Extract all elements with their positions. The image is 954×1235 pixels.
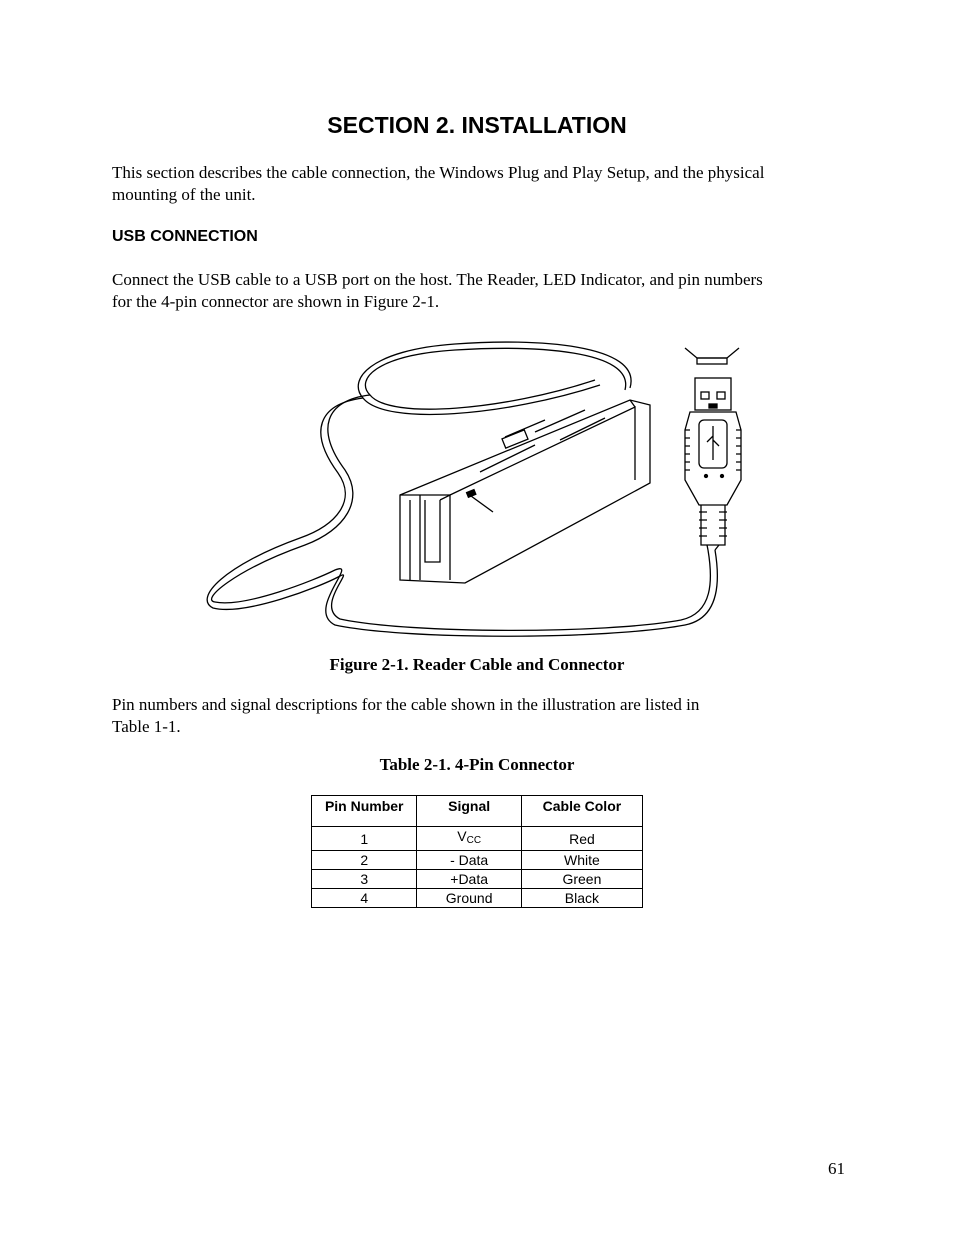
table-row [312,870,643,889]
card-reader-drawing [400,400,650,583]
cell-signal: Ground [417,889,521,908]
table-caption: Table 2-1. 4-Pin Connector [379,755,575,774]
header-pin-number: Pin Number [312,796,417,827]
cell-color: Green [521,870,642,889]
header-signal: Signal [417,796,521,827]
usb-connection-heading: USB CONNECTION [112,228,258,245]
usb-line-1: Connect the USB cable to a USB port on the host. The Reader, LED Indicator, and pin numbers [112,270,763,289]
usb-line-2: for the 4-pin connector are shown in Figure 2-1. [112,292,440,311]
reader-cable-figure [205,340,755,640]
cell-color: Black [521,889,642,908]
table-row [312,851,643,870]
cell-color: White [521,851,642,870]
cell-signal: +Data [417,870,521,889]
table-row [312,827,643,851]
cell-pin: 2 [312,851,417,870]
cell-pin: 1 [312,827,417,851]
pin-line-2: Table 1-1. [112,717,181,736]
pin-paragraph [112,694,852,738]
cell-pin: 4 [312,889,417,908]
usb-connector-drawing [685,348,741,550]
usb-paragraph [112,269,852,313]
cell-pin: 3 [312,870,417,889]
intro-line-2: mounting of the unit. [112,185,256,204]
intro-paragraph [112,162,852,206]
cell-signal: $V_{CC}$ [417,827,521,851]
section-title: SECTION 2. INSTALLATION [327,112,627,138]
cell-signal: - Data [417,851,521,870]
cell-color: Red [521,827,642,851]
pin-connector-table [311,795,643,908]
figure-caption: Figure 2-1. Reader Cable and Connector [329,655,625,674]
page-number: 61 [828,1159,845,1178]
table-header-row [312,796,643,827]
table-row [312,889,643,908]
intro-line-1: This section describes the cable connection, the Windows Plug and Play Setup, and the physical [112,163,765,182]
pin-line-1: Pin numbers and signal descriptions for the cable shown in the illustration are listed in [112,695,700,714]
header-cable-color: Cable Color [521,796,642,827]
